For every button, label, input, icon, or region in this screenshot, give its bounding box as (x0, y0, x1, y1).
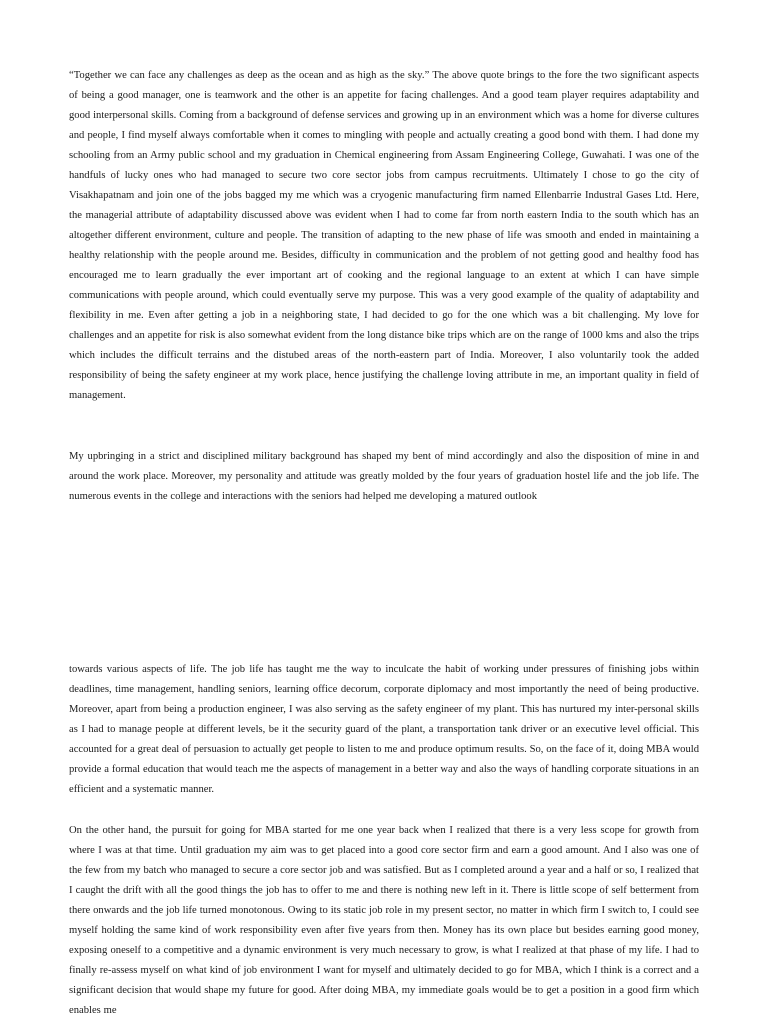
paragraph-upbringing: My upbringing in a strict and disciplined military background has shaped my bent of mind accordingly and also the disposition of mine in and around the work place. Moreover, my personality and attitude was greatly molded by the four years of graduation hostel life and the job life. The numerous events in the college and interactions with the seniors had helped me developing a matured outlook (69, 451, 699, 502)
paragraph-intro: “Together we can face any challenges as deep as the ocean and as high as the sky.” The above quote brings to the fore the two significant aspects of being a good manager, one is teamwork and the other is an appetite for facing challenges. And a good team player requires adaptability and good interpersonal skills. Coming from a background of defense services and growing up in an environment which was a home for diverse cultures and people, I find myself always comfortable when it comes to mingling with people and actually creating a good bond with them. I had done my schooling from an Army public school and my graduation in Chemical engineering from Assam Engineering College, Guwahati. I was one of the handfuls of lucky ones who had managed to secure two core sector jobs from campus recruitments. Ultimately I chose to go the city of Visakhapatnam and join one of the jobs bagged my me which was a cryogenic manufacturing firm named Ellenbarrie Industral Gases Ltd. Here, the managerial attribute of adaptability discussed above was evident when I had to come far from north eastern India to the south which has an altogether different environment, culture and people. The transition of adapting to the new phase of life was smooth and ended in maintaining a healthy relationship with the people around me. Besides, difficulty in communication and the problem of not getting good and healthy food has encouraged me to learn gradually the ever important art of cooking and the regional language to an extent at which I can have simple communications with people around, which could eventually serve my purpose. This was a very good example of the quality of adaptability and flexibility in me. Even after getting a job in a neighboring state, I had decided to go for the one which was a bit challenging. My love for challenges and an appetite for risk is also somewhat evident from the long distance bike trips which are on the range of 1000 kms and also the trips which includes the difficult terrains and the distubed areas of the north-eastern part of India. Moreover, I also voluntarily took the added responsibility of being the safety engineer at my work place, hence justifying the challenge loving attribute in me, an important quality in field of management. (69, 70, 699, 401)
paragraph-mba-pursuit: On the other hand, the pursuit for going for MBA started for me one year back when I realized that there is a very less scope for growth from where I was at that time. Until graduation my aim was to get placed into a good core sector firm and earn a good amount. And I also was one of the few from my batch who managed to secure a core sector job and was satisfied. But as I completed around a year and a half or so, I realized that I caught the drift with all the good things the job has to offer to me and there is nothing new left in it. There is little scope of self betterment from there onwards and the job life turned monotonous. Owing to its static job role in my present sector, no matter in which firm I switch to, I could see myself holding the same kind of work responsibility even after five years from then. Money has its own place but besides earning good money, exposing oneself to a competitive and a dynamic environment is very much necessary to grow, is what I realized at that phase of my life. I had to finally re-assess myself on what kind of job environment I want for myself and ultimately decided to go for MBA, which I think is a correct and a significant decision that would shape my future for good. After doing MBA, my immediate goals would be to get a position in a good firm which enables me (69, 825, 699, 1016)
paragraph-job-life: towards various aspects of life. The job life has taught me the way to inculcate the habit of working under pressures of finishing jobs within deadlines, time management, handling seniors, learning office decorum, corporate diplomacy and most importantly the need of being productive. Moreover, apart from being a production engineer, I was also serving as the safety engineer of my plant. This has nurtured my inter-personal skills as I had to manage people at different levels, be it the security guard of the plant, a transportation tank driver or an executive level official. This accounted for a great deal of persuasion to actually get people to listen to me and produce optimum results. So, on the face of it, doing MBA would provide a formal education that would teach me the aspects of management in a better way and also the ways of handling corporate situations in an efficient and a systematic manner. (69, 664, 699, 795)
